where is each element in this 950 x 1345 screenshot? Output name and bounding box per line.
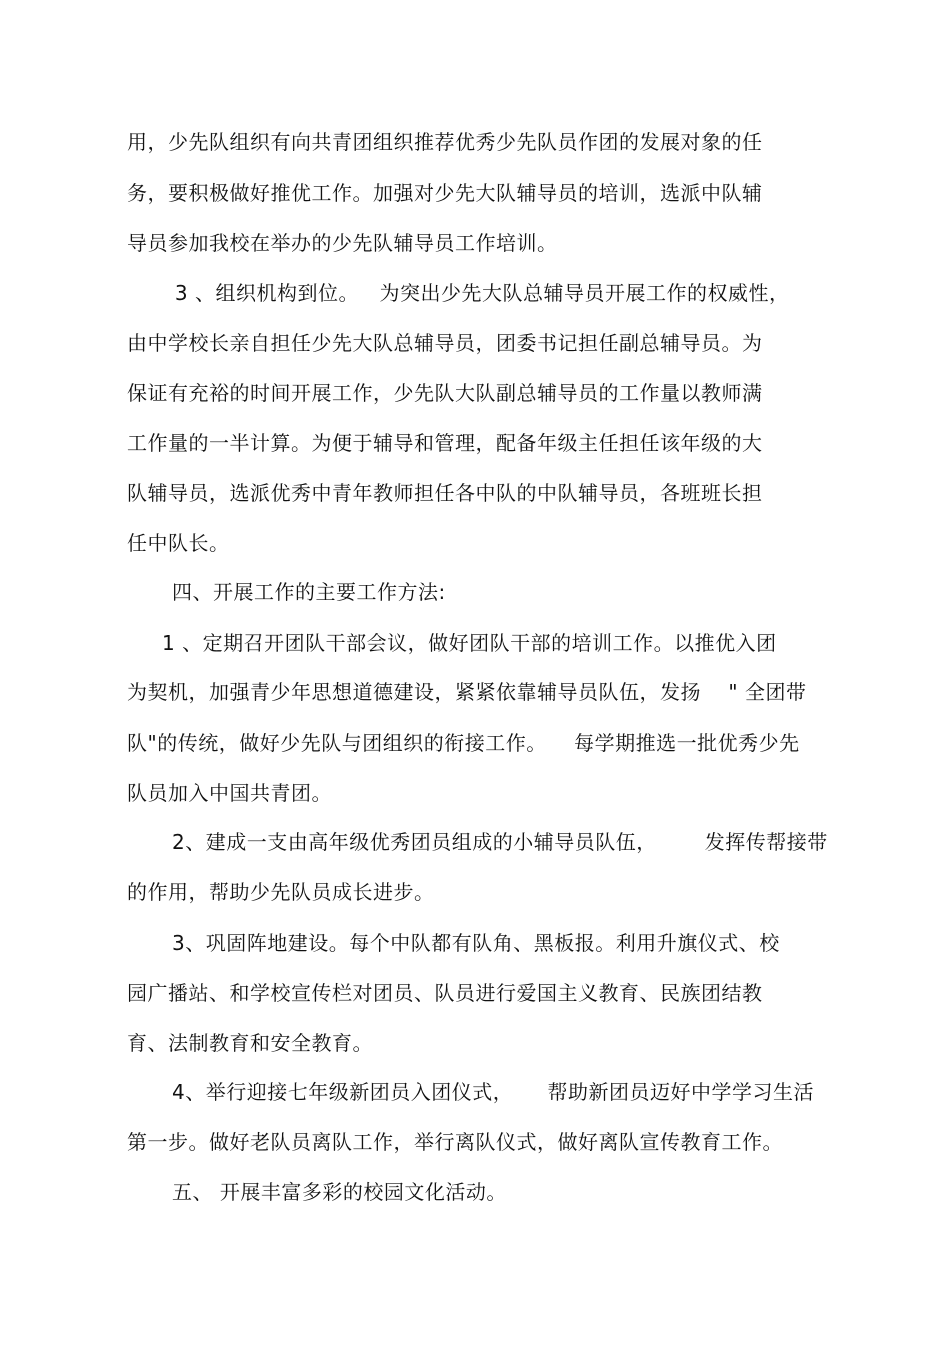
text-line-9: 任中队长。 — [127, 531, 230, 555]
text-line-5: 由中学校长亲自担任少先大队总辅导员，团委书记担任副总辅导员。为 — [127, 331, 763, 355]
text-line-12: 为契机，加强青少年思想道德建设，紧紧依靠辅导员队伍，发扬 " 全团带 — [127, 680, 807, 704]
section-heading-4: 四、开展工作的主要工作方法: — [172, 580, 446, 604]
text-line-13: 队"的传统，做好少先队与团组织的衔接工作。 每学期推选一批优秀少先 — [127, 731, 800, 755]
text-line-4: 3 、组织机构到位。 为突出少先大队总辅导员开展工作的权威性， — [168, 281, 790, 305]
text-line-8: 队辅导员，选派优秀中青年教师担任各中队的中队辅导员，各班班长担 — [127, 481, 763, 505]
text-line-20: 4、举行迎接七年级新团员入团仪式， 帮助新团员迈好中学学习生活 — [172, 1080, 815, 1104]
text-line-16: 的作用，帮助少先队员成长进步。 — [127, 880, 435, 904]
text-line-7: 工作量的一半计算。为便于辅导和管理，配备年级主任担任该年级的大 — [127, 431, 763, 455]
section-heading-5: 五、 开展丰富多彩的校园文化活动。 — [172, 1180, 507, 1204]
text-line-17: 3、巩固阵地建设。每个中队都有队角、黑板报。利用升旗仪式、校 — [172, 931, 780, 955]
text-line-6: 保证有充裕的时间开展工作，少先队大队副总辅导员的工作量以教师满 — [127, 381, 763, 405]
text-line-19: 育、法制教育和安全教育。 — [127, 1031, 373, 1055]
text-line-21: 第一步。做好老队员离队工作，举行离队仪式，做好离队宣传教育工作。 — [127, 1130, 783, 1154]
text-line-1: 用，少先队组织有向共青团组织推荐优秀少先队员作团的发展对象的任 — [127, 130, 763, 154]
text-line-3: 导员参加我校在举办的少先队辅导员工作培训。 — [127, 231, 558, 255]
text-line-18: 园广播站、和学校宣传栏对团员、队员进行爱国主义教育、民族团结教 — [127, 981, 763, 1005]
text-line-15: 2、建成一支由高年级优秀团员组成的小辅导员队伍， 发挥传帮接带 — [172, 830, 828, 854]
text-line-2: 务，要积极做好推优工作。加强对少先大队辅导员的培训，选派中队辅 — [127, 181, 763, 205]
text-line-11: 1 、定期召开团队干部会议，做好团队干部的培训工作。以推优入团 — [162, 631, 777, 655]
text-line-14: 队员加入中国共青团。 — [127, 781, 332, 805]
